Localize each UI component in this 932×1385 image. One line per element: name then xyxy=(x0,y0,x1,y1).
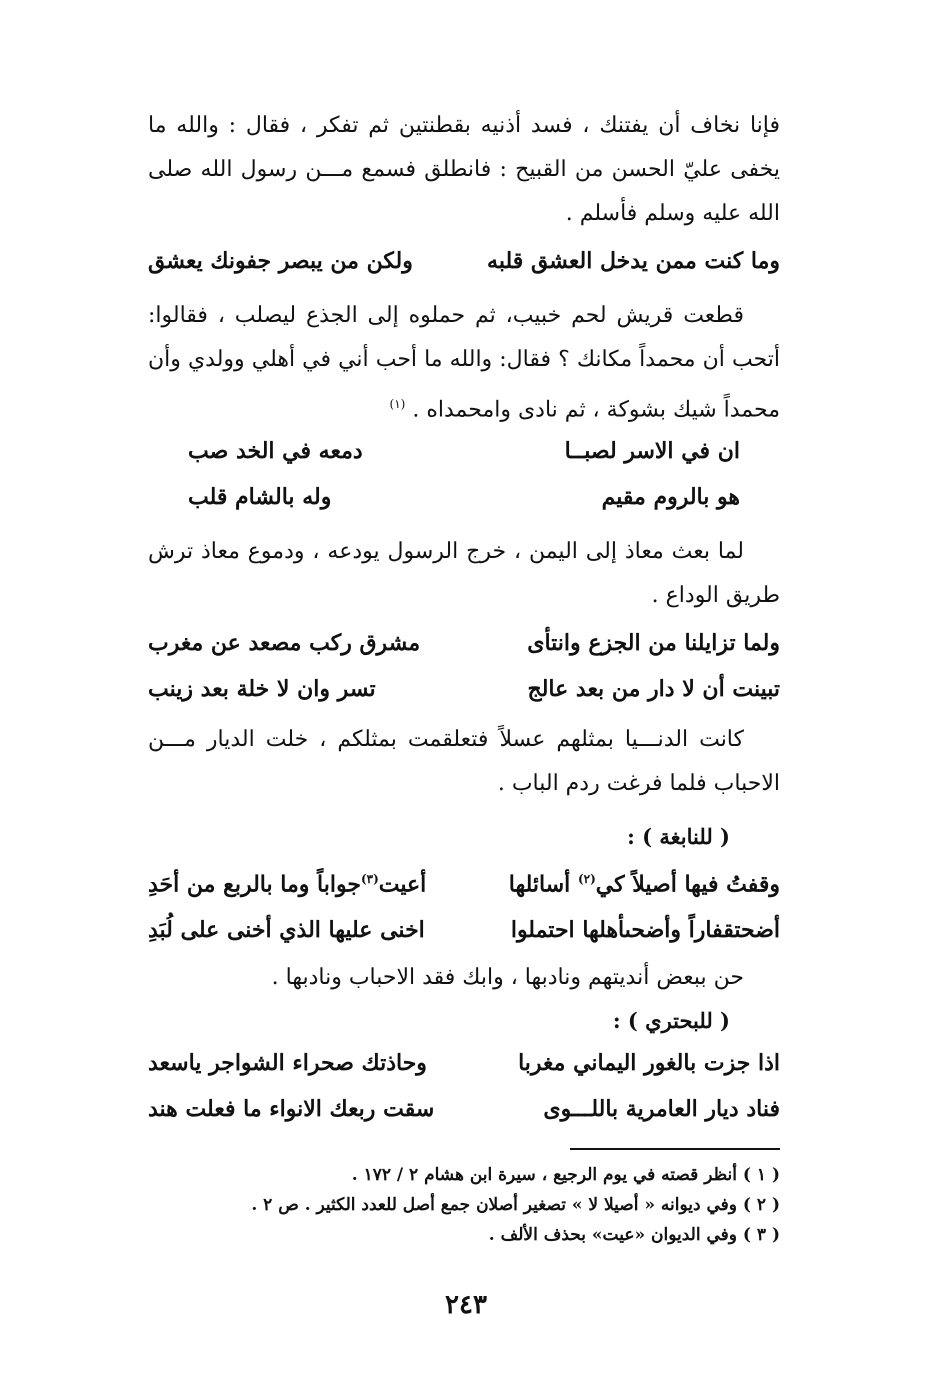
footnote-marker: (٣) xyxy=(360,872,379,886)
verse-second-hemistich: وله بالشام قلب xyxy=(188,484,332,510)
verse-second-hemistich: تسر وان لا خلة بعد زينب xyxy=(148,676,376,702)
footnote-marker: (٢) xyxy=(577,872,596,886)
verse-first-hemistich: هو بالروم مقيم xyxy=(601,484,740,510)
verse-second-hemistich: سقت ربعك الانواء ما فعلت هند xyxy=(148,1096,435,1122)
paragraph-4 xyxy=(148,718,780,806)
footnote-2: ( ٢ ) وفي ديوانه « أصيلا لا » تصغير أصلان جمع أصل للعدد الكثير . ص ٢ . xyxy=(251,1195,780,1215)
verse-second-hemistich: دمعه في الخد صب xyxy=(188,438,363,464)
verse-first-hemistich: ان في الاسر لصبــا xyxy=(564,438,740,464)
verse-1 xyxy=(148,238,780,284)
label-buhturi xyxy=(148,1002,780,1040)
verse-second-hemistich: ولكن من يبصر جفونك يعشق xyxy=(148,248,413,274)
verse-group-1 xyxy=(148,428,780,520)
verse-first-hemistich: تبينت أن لا دار من بعد عالج xyxy=(527,676,780,702)
footnote-1: ( ١ ) أنظر قصته في يوم الرجيع ، سيرة ابن هشام ٢ / ١٧٢ . xyxy=(351,1165,780,1185)
verse-second-hemistich: وحاذتك صحراء الشواجر ياسعد xyxy=(148,1050,427,1076)
paragraph-2 xyxy=(148,294,780,432)
verse-line xyxy=(148,620,780,666)
paragraph-body: قطعت قريش لحم خبيب، ثم حملوه إلى الجذع ليصلب ، فقالوا: أتحب أن محمداً مكانك ؟ فقال: والله ما أحب أني في أهلي وولدي وأن محمداً شيك بشوكة ، ثم نادى وامحمداه . xyxy=(148,303,780,423)
hemistich-part: أسائلها xyxy=(508,871,578,898)
verse-line xyxy=(148,238,780,284)
paragraph-5 xyxy=(148,956,780,1000)
footnotes xyxy=(148,1160,780,1250)
verse-first-hemistich: وما كنت ممن يدخل العشق قلبه xyxy=(487,248,780,274)
verse-line xyxy=(188,474,740,520)
verse-second-hemistich xyxy=(148,856,426,907)
paragraph-text: حن ببعض أنديتهم ونادبها ، وابك فقد الاحباب ونادبها . xyxy=(271,965,744,990)
label-nabigha xyxy=(148,818,780,856)
paragraph-text: فإنا نخاف أن يفتنك ، فسد أذنيه بقطنتين ثم تفكر ، فقال : والله ما يخفى عليّ الحسن من القبيح : فانطلق فسمع مـــن رسول الله صلى الله عليه وسلم فأسلم . xyxy=(148,113,780,226)
verse-group-3 xyxy=(148,856,780,953)
footnote-divider xyxy=(570,1148,780,1150)
footnote-marker: (١) xyxy=(389,397,406,411)
verse-line xyxy=(148,1040,780,1086)
paragraph-text: كانت الدنـــيا بمثلهم عسلاً فتعلقمت بمثلكم ، خلت الديار مـــن الاحباب فلما فرغت ردم الباب . xyxy=(148,727,780,796)
paragraph-1 xyxy=(148,104,780,236)
verse-group-4 xyxy=(148,1040,780,1132)
verse-line xyxy=(148,907,780,953)
hemistich-part: جواباً وما بالربع من أحَدِ xyxy=(148,871,361,898)
poet-label: ( للنابغة ) : xyxy=(627,824,730,849)
footnote-3: ( ٣ ) وفي الديوان «عيت» بحذف الألف . xyxy=(488,1225,780,1245)
poet-label: ( للبحتري ) : xyxy=(612,1008,730,1033)
paragraph-3 xyxy=(148,530,780,618)
verse-second-hemistich: مشرق ركب مصعد عن مغرب xyxy=(148,630,421,656)
hemistich-part: وقفتُ فيها أصيلاً كي xyxy=(595,871,780,898)
verse-line xyxy=(188,428,740,474)
page-number: ٢٤٣ xyxy=(445,1290,487,1320)
verse-first-hemistich: اذا جزت بالغور اليماني مغربا xyxy=(518,1050,780,1076)
verse-first-hemistich: ولما تزايلنا من الجزع وانتأى xyxy=(527,630,780,656)
paragraph-text xyxy=(148,294,780,432)
verse-group-2 xyxy=(148,620,780,712)
verse-first-hemistich: فناد ديار العامرية باللـــوى xyxy=(543,1096,780,1122)
verse-first-hemistich: أضحتقفاراً وأضحىأهلها احتملوا xyxy=(510,917,780,944)
verse-second-hemistich: اخنى عليها الذي أخنى على لُبَدِ xyxy=(148,917,425,944)
hemistich-part: أعيت xyxy=(378,871,427,898)
verse-line xyxy=(148,1086,780,1132)
paragraph-text: لما بعث معاذ إلى اليمن ، خرج الرسول يودعه ، ودموع معاذ ترش طريق الوداع . xyxy=(148,539,780,608)
verse-first-hemistich xyxy=(509,856,780,907)
verse-line xyxy=(148,856,780,907)
verse-line xyxy=(148,666,780,712)
